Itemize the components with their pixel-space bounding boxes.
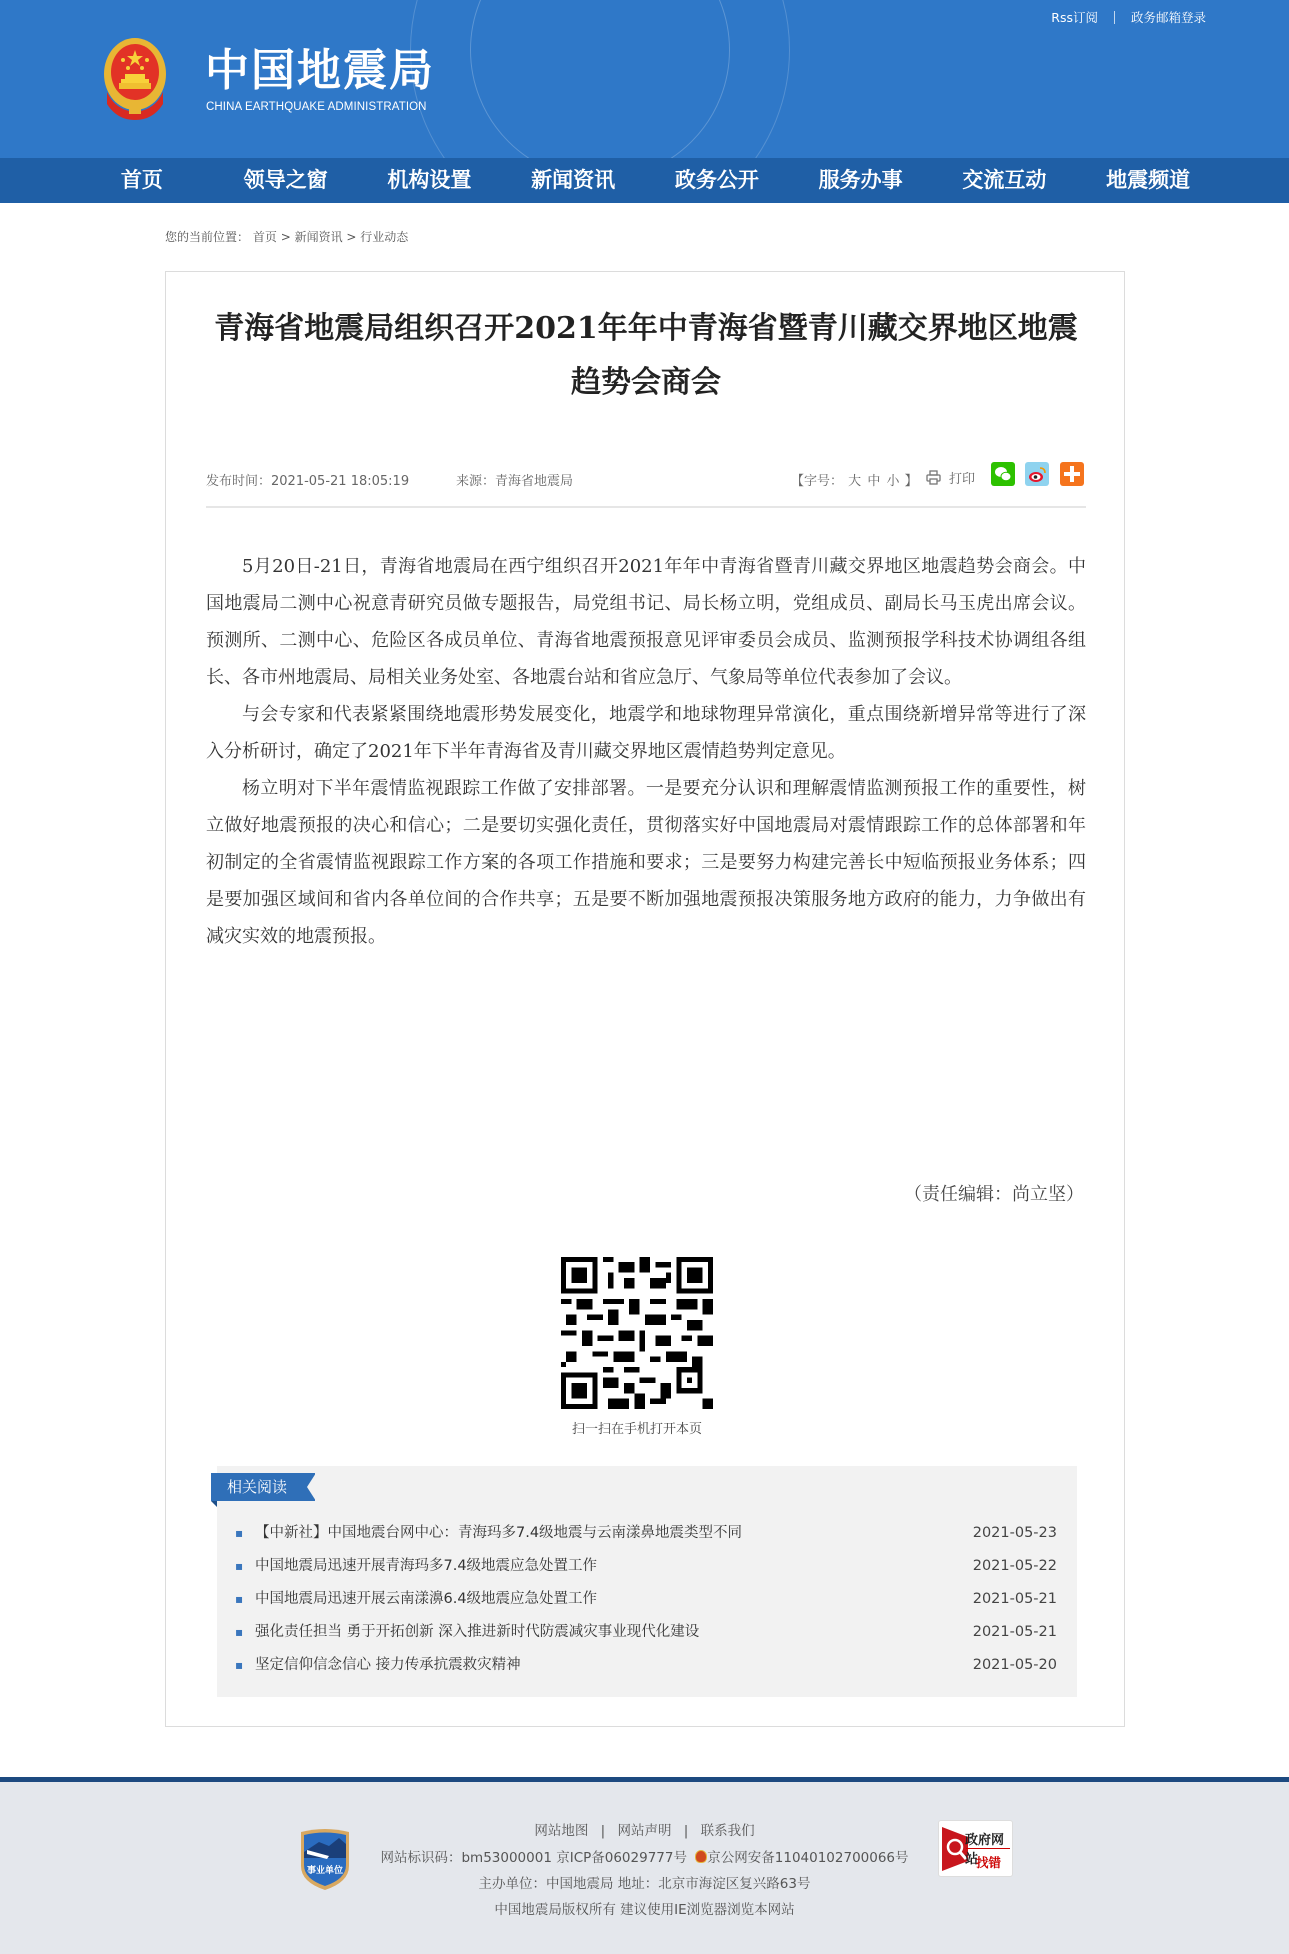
gov-site-error-report-button[interactable]: 政府网站 找错 (938, 1820, 1013, 1877)
article-paragraph: 与会专家和代表紧紧围绕地震形势发展变化，地震学和地球物理异常演化，重点围绕新增异常等进行了深入分析研讨，确定了2021年下半年青海省及青川藏交界地区震情趋势判定意见。 (206, 704, 1086, 762)
responsible-editor: （责任编辑：尚立坚） (904, 1184, 1084, 1205)
print-button[interactable]: 打印 (926, 468, 975, 487)
site-statement-link[interactable]: 网站声明 (617, 1823, 672, 1839)
police-badge-icon (695, 1850, 707, 1863)
related-list (235, 1522, 1057, 1687)
bullet-icon: ▪ (235, 1526, 244, 1540)
site-header (0, 0, 1289, 158)
related-item[interactable]: ▪ 强化责任担当 勇于开拓创新 深入推进新时代防震减灾事业现代化建设 2021-05-21 (235, 1621, 1057, 1654)
public-security-record-link[interactable]: 京公网安备11040102700066号 (707, 1850, 909, 1866)
article-paragraph: 5月20日-21日，青海省地震局在西宁组织召开2021年年中青海省暨青川藏交界地区地震趋势会商会。中国地震局二测中心祝意青研究员做专题报告，局党组书记、局长杨立明，党组成员、副局长马玉虎出席会议。预测所、二测中心、危险区各成员单位、青海省地震预报意见评审委员会成员、监测预报学科技术协调组各组长、各市州地震局、局相关业务处室、各地震台站和省应急厅、气象局等单位代表参加了会议。 (206, 556, 1086, 688)
more-share-icon[interactable] (1060, 462, 1084, 486)
contact-us-link[interactable]: 联系我们 (700, 1823, 755, 1839)
footer-links: 网站地图 | 网站声明 | 联系我们 (534, 1823, 755, 1839)
font-size-control: 【字号： 大 中 小 】 (791, 474, 918, 489)
related-item[interactable]: ▪ 【中新社】中国地震台网中心：青海玛多7.4级地震与云南漾鼻地震类型不同 2021-05-23 (235, 1522, 1057, 1555)
breadcrumb-home[interactable]: 首页 (252, 230, 277, 244)
top-links (1051, 8, 1206, 26)
site-footer (0, 1782, 1289, 1954)
nav-item-gov-affairs[interactable]: 政务公开 (674, 168, 759, 192)
font-size-medium[interactable]: 中 (867, 474, 881, 489)
breadcrumb-industry[interactable]: 行业动态 (360, 230, 409, 244)
related-reading-title: 相关阅读 (211, 1473, 315, 1501)
breadcrumb (165, 228, 408, 245)
site-logo-title[interactable]: 中国地震局 (205, 45, 435, 96)
nav-item-interaction[interactable]: 交流互动 (962, 168, 1047, 192)
bullet-icon: ▪ (235, 1592, 244, 1606)
publish-time: 发布时间：2021-05-21 18:05:19 (206, 474, 410, 489)
nav-item-leadership[interactable]: 领导之窗 (243, 168, 328, 192)
nav-item-organization[interactable]: 机构设置 (387, 168, 472, 192)
related-item[interactable]: ▪ 中国地震局迅速开展云南漾濞6.4级地震应急处置工作 2021-05-21 (235, 1588, 1057, 1621)
footer-host-line: 主办单位：中国地震局 地址：北京市海淀区复兴路63号 (478, 1876, 811, 1892)
article-title: 青海省地震局组织召开2021年年中青海省暨青川藏交界地区地震趋势会商会 (214, 311, 1078, 400)
font-size-large[interactable]: 大 (848, 474, 862, 489)
nav-item-home[interactable]: 首页 (120, 168, 163, 192)
national-emblem-icon (103, 36, 167, 122)
bullet-icon: ▪ (235, 1658, 244, 1672)
gov-mail-login-link[interactable]: 政务邮箱登录 (1130, 10, 1206, 25)
qr-code-icon (561, 1257, 713, 1409)
decorative-ring (470, 0, 730, 158)
nav-item-earthquake-channel[interactable]: 地震频道 (1106, 168, 1191, 192)
related-item[interactable]: ▪ 坚定信仰信念信心 接力传承抗震救灾精神 2021-05-20 (235, 1654, 1057, 1687)
site-logo-subtitle: CHINA EARTHQUAKE ADMINISTRATION (206, 101, 427, 113)
main-nav (0, 158, 1289, 203)
nav-item-news[interactable]: 新闻资讯 (531, 168, 616, 192)
svg-text:事业单位: 事业单位 (306, 1866, 344, 1876)
article-paragraph: 杨立明对下半年震情监视跟踪工作做了安排部署。一是要充分认识和理解震情监测预报工作的重要性，树立做好地震预报的决心和信心；二是要切实强化责任，贯彻落实好中国地震局对震情跟踪工作的总体部署和年初制定的全省震情监视跟踪工作方案的各项工作措施和要求；三是要努力构建完善长中短临预报业务体系；四是要加强区域间和省内各单位间的合作共享；五是要不断加强地震预报决策服务地方政府的能力，力争做出有减灾实效的地震预报。 (206, 778, 1086, 947)
divider (1114, 11, 1115, 24)
footer-copyright-line: 中国地震局版权所有 建议使用IE浏览器浏览本网站 (494, 1902, 795, 1918)
bullet-icon: ▪ (235, 1559, 244, 1573)
breadcrumb-separator: > (346, 230, 361, 244)
bullet-icon: ▪ (235, 1625, 244, 1639)
nav-item-services[interactable]: 服务办事 (818, 168, 903, 192)
footer-icp-line: 网站标识码：bm53000001 京ICP备06029777号 京公网安备11040102700066号 (380, 1850, 909, 1866)
qr-caption: 扫一扫在手机打开本页 (571, 1422, 702, 1437)
breadcrumb-separator: > (280, 230, 295, 244)
font-size-small[interactable]: 小 (886, 474, 900, 489)
printer-icon (926, 470, 941, 485)
breadcrumb-label: 您的当前位置： (165, 230, 250, 244)
article-meta (206, 468, 1086, 508)
related-item[interactable]: ▪ 中国地震局迅速开展青海玛多7.4级地震应急处置工作 2021-05-22 (235, 1555, 1057, 1588)
article-source: 来源：青海省地震局 (456, 474, 574, 489)
sitemap-link[interactable]: 网站地图 (534, 1823, 589, 1839)
weibo-icon[interactable] (1025, 462, 1049, 486)
article-body (206, 548, 1086, 955)
breadcrumb-news[interactable]: 新闻资讯 (294, 230, 343, 244)
article-container (165, 271, 1125, 1727)
wechat-icon[interactable] (991, 462, 1015, 486)
related-reading-panel (217, 1466, 1077, 1697)
rss-link[interactable]: Rss订阅 (1051, 10, 1098, 25)
